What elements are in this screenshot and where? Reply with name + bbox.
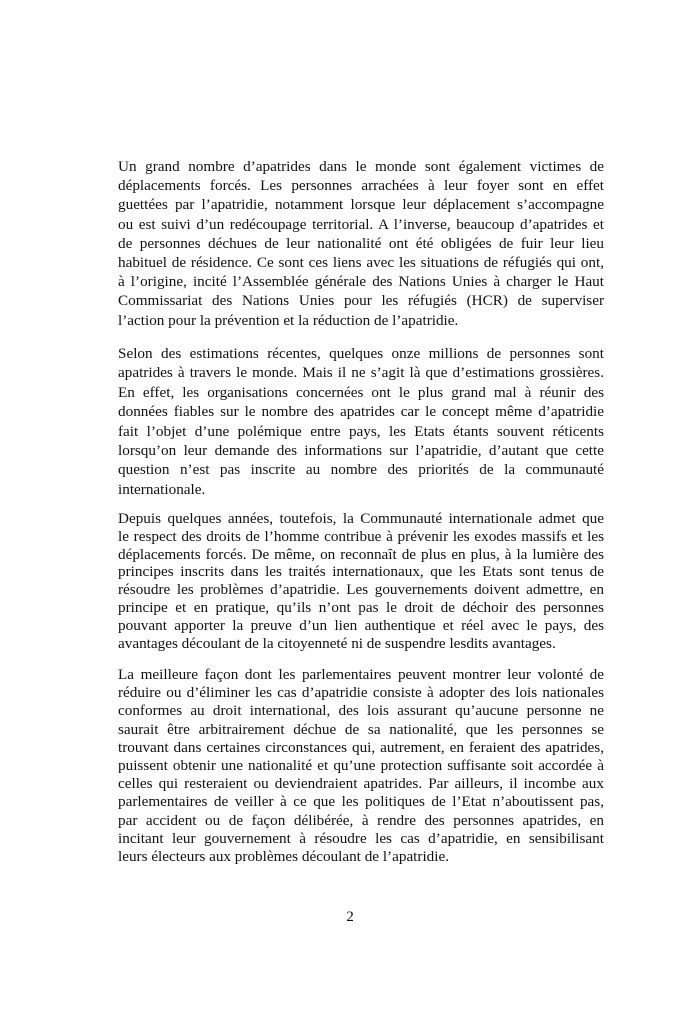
text-line: En effet, les organisations concernées ont le plus grand mal à réunir des (118, 383, 604, 401)
text-line: pouvant apporter la preuve d’un lien authentique et réel avec le pays, des (118, 616, 604, 634)
text-line: ou est suivi d’un redécoupage territorial. A l’inverse, beaucoup d’apatrides et (118, 215, 604, 233)
text-line: celles qui resteraient ou deviendraient apatrides. Par ailleurs, il incombe aux (118, 775, 604, 793)
text-line: le respect des droits de l’homme contribue à prévenir les exodes massifs et les (118, 527, 604, 545)
page-number: 2 (346, 908, 354, 925)
text-line: puissent obtenir une nationalité et qu’une protection suffisante soit accordée à (118, 757, 604, 775)
text-line: Un grand nombre d’apatrides dans le monde sont également victimes de (118, 158, 604, 175)
text-line: La meilleure façon dont les parlementaires peuvent montrer leur volonté de (118, 666, 604, 683)
text-line: habituel de résidence. Ce sont ces liens avec les situations de réfugiés qui ont, (118, 254, 604, 272)
text-line: réduire ou d’éliminer les cas d’apatridie consiste à adopter des lois nationales (118, 684, 604, 702)
text-line: internationale. (118, 480, 206, 498)
text-line: question n’est pas inscrite au nombre des priorités de la communauté (118, 461, 604, 479)
text-line: données fiables sur le nombre des apatrides car le concept même d’apatridie (118, 403, 604, 421)
text-line: leurs électeurs aux problèmes découlant de l’apatridie. (118, 848, 450, 866)
text-line: à l’origine, incité l’Assemblée générale des Nations Unies à charger le Haut (118, 273, 604, 291)
paragraph-parliamentarians (118, 666, 604, 866)
text-line: avantages découlant de la citoyenneté ni de suspendre lesdits avantages. (118, 634, 556, 652)
text-line: incitant leur gouvernement à résoudre les cas d’apatridie, en sensibilisant (118, 829, 604, 847)
text-line: principes inscrits dans les traités internationaux, que les Etats sont tenus de (118, 563, 604, 581)
text-line: de personnes déchues de leur nationalité ont été obligées de fuir leur lieu (118, 234, 604, 252)
text-line: fait l’objet d’une polémique entre pays, les Etats étants souvent réticents (118, 422, 604, 440)
text-line: trouvant dans certaines circonstances qui, autrement, en feraient des apatrides, (118, 738, 604, 756)
text-line: parlementaires de veiller à ce que les politiques de l’Etat n’aboutissent pas, (118, 793, 604, 811)
text-line: l’action pour la prévention et la réduction de l’apatridie. (118, 311, 459, 329)
paragraph-estimates (118, 344, 604, 499)
text-line: lorsqu’on leur demande des informations sur l’apatridie, d’autant que cette (118, 442, 604, 460)
text-line: par accident ou de façon délibérée, à rendre des personnes apatrides, en (118, 811, 604, 829)
text-line: saurait être arbitrairement déchue de sa nationalité, que les personnes se (118, 720, 604, 738)
text-line: résoudre les problèmes d’apatridie. Les gouvernements doivent admettre, en (118, 581, 604, 599)
text-line: Depuis quelques années, toutefois, la Communauté internationale admet que (118, 510, 604, 527)
text-line: déplacements forcés. De même, on reconnaît de plus en plus, à la lumière des (118, 545, 604, 563)
text-line: Selon des estimations récentes, quelques onze millions de personnes sont (118, 345, 604, 362)
paragraph-displacement (118, 157, 604, 330)
text-line: apatrides à travers le monde. Mais il ne s’agit là que d’estimations grossières. (118, 364, 604, 382)
text-line: principe et en pratique, qu’ils n’ont pas le droit de déchoir des personnes (118, 598, 604, 616)
text-line: guettées par l’apatridie, notamment lorsque leur déplacement s’accompagne (118, 196, 604, 214)
paragraph-human-rights (118, 510, 604, 652)
text-line: conformes au droit international, des lois assurant qu’aucune personne ne (118, 702, 604, 720)
text-line: déplacements forcés. Les personnes arrachées à leur foyer sont en effet (118, 177, 604, 195)
text-line: Commissariat des Nations Unies pour les réfugiés (HCR) de superviser (118, 292, 604, 310)
